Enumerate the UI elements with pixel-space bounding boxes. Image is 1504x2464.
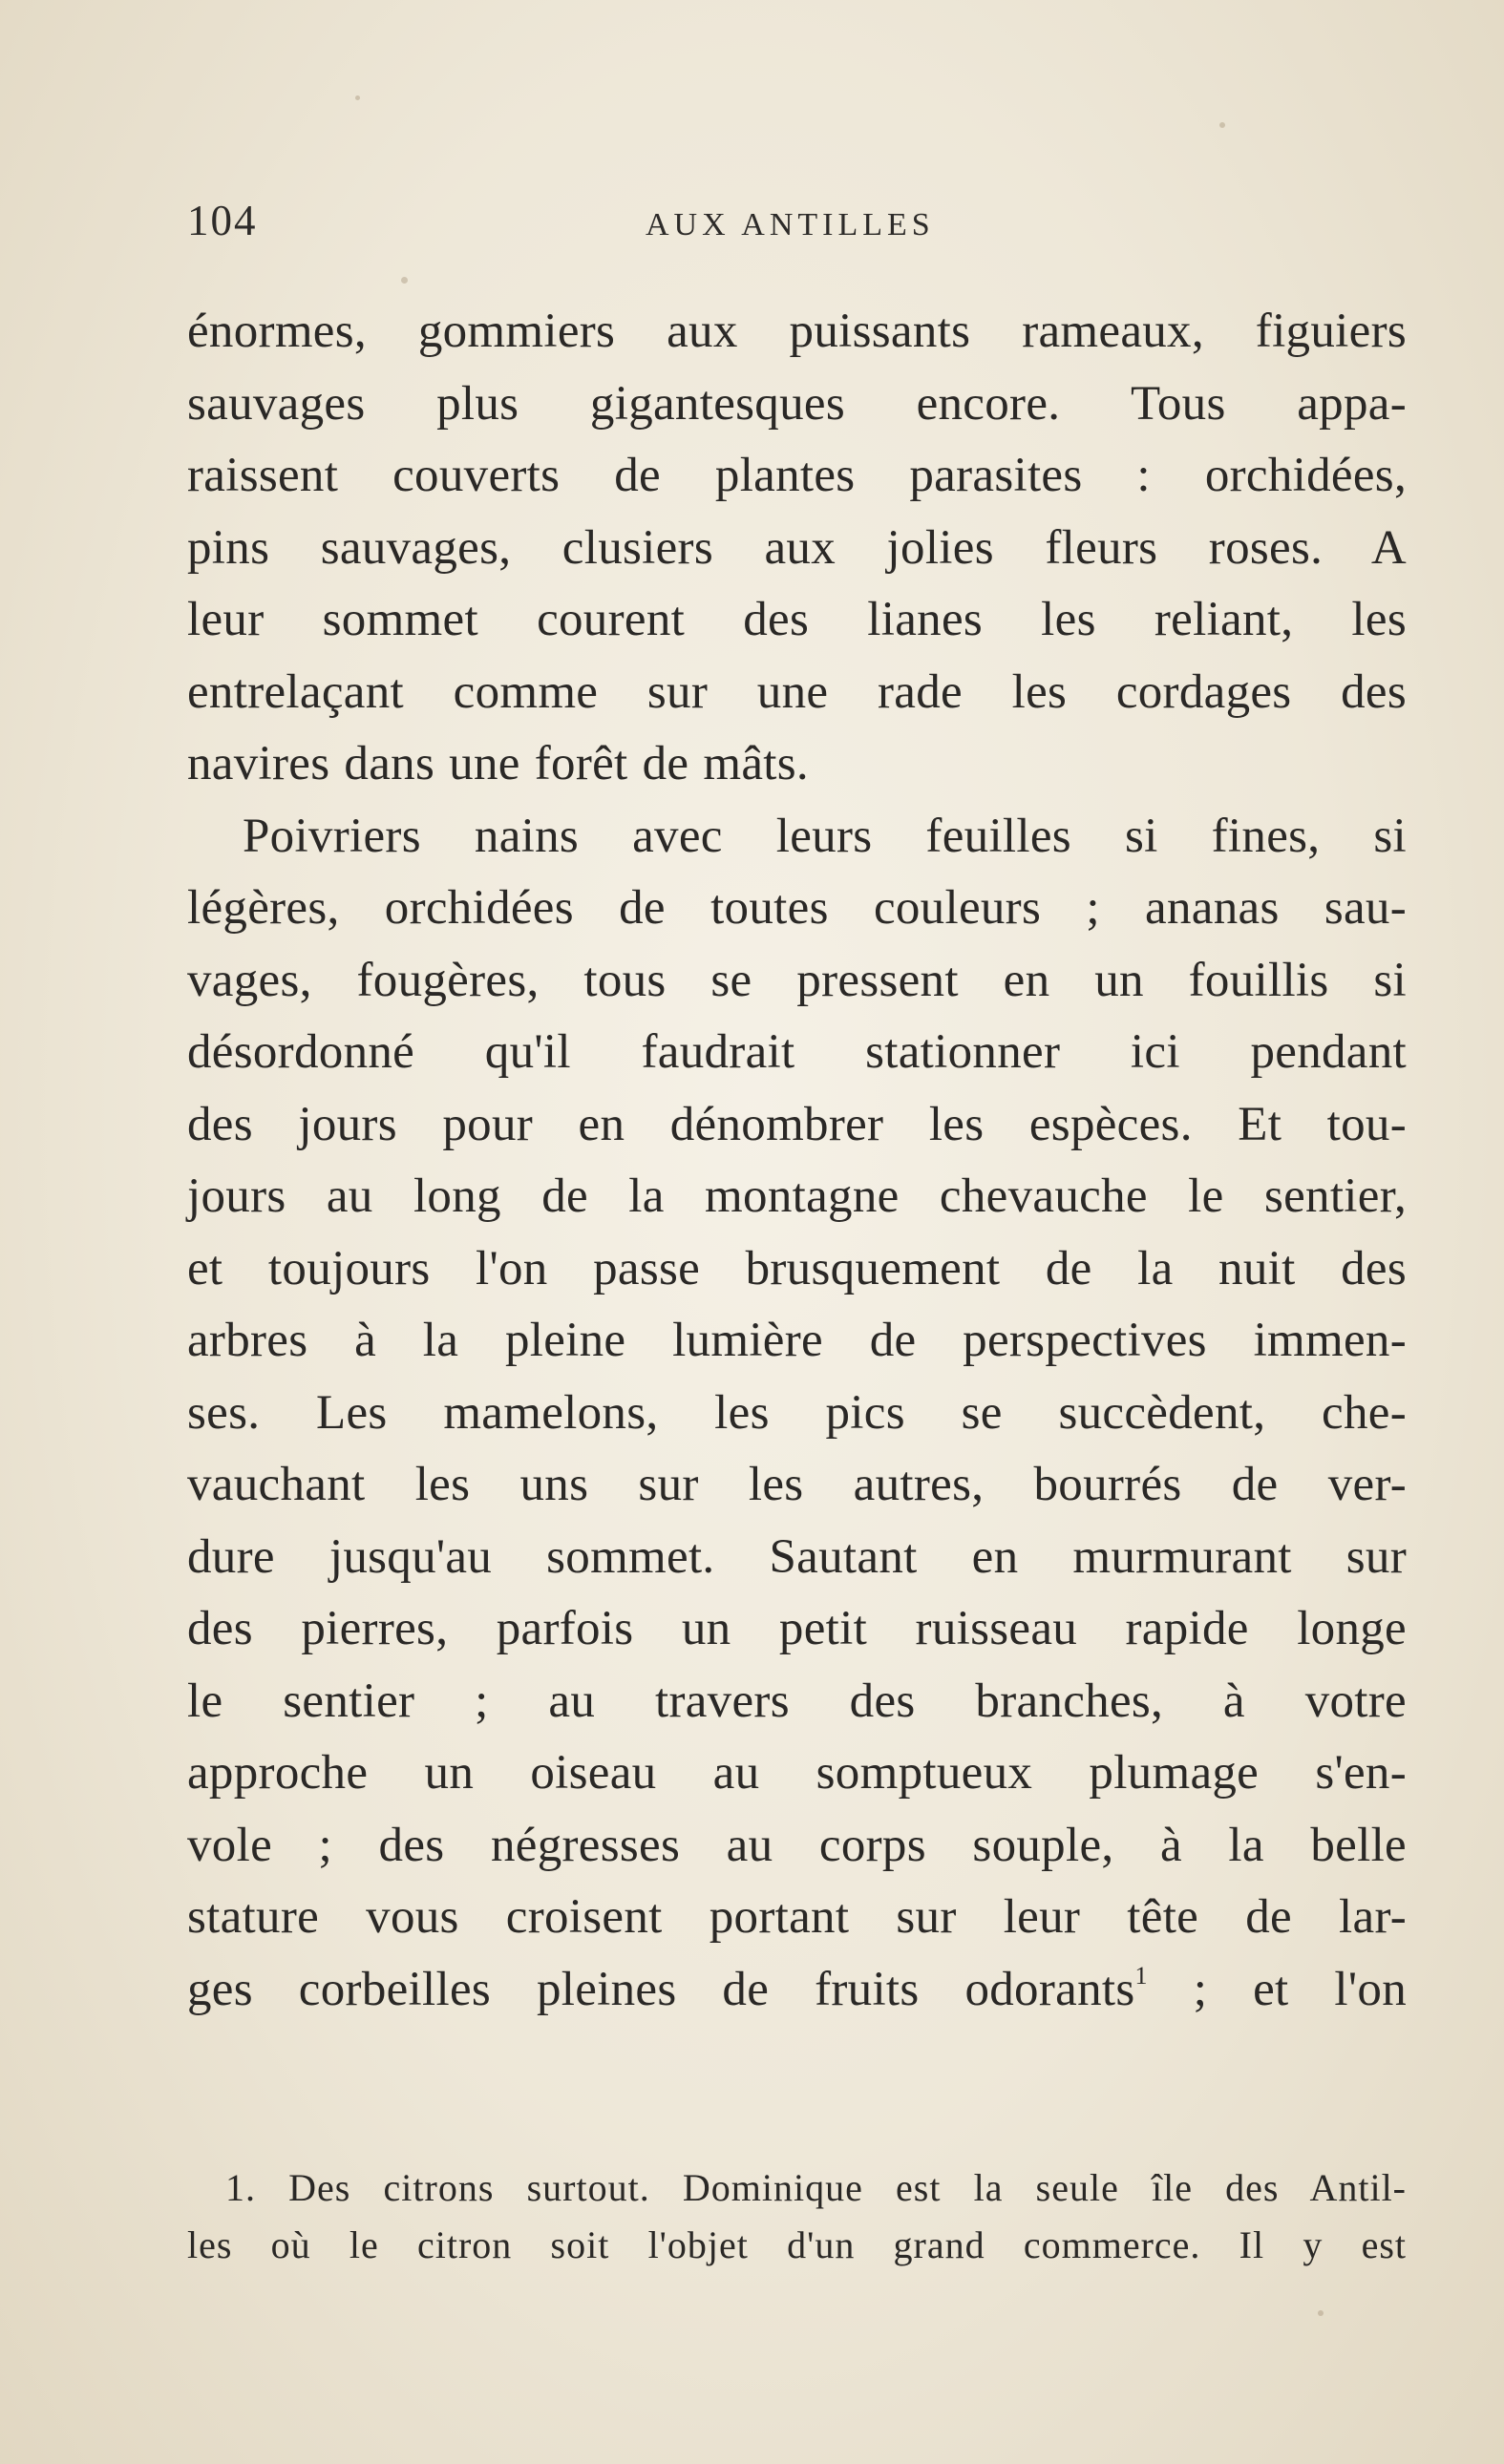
text-line: légères, orchidées de toutes couleurs ; ananas sau- bbox=[187, 881, 1407, 935]
page-header bbox=[187, 196, 1407, 263]
paper-foxing-spot bbox=[355, 95, 360, 100]
footnote bbox=[187, 2159, 1407, 2274]
text-line: désordonné qu'il faudrait stationner ici pendant bbox=[187, 1025, 1407, 1079]
text-line: le sentier ; au travers des branches, à votre bbox=[187, 1674, 1407, 1728]
text-line: dure jusqu'au sommet. Sautant en murmurant sur bbox=[187, 1529, 1407, 1584]
text-line: des pierres, parfois un petit ruisseau rapide longe bbox=[187, 1602, 1407, 1655]
text-line: entrelaçant comme sur une rade les cordages des bbox=[187, 664, 1407, 719]
text-line: pins sauvages, clusiers aux jolies fleurs roses. A bbox=[187, 520, 1407, 575]
text-line: jours au long de la montagne chevauche le sentier, bbox=[187, 1169, 1407, 1223]
text-line: ses. Les mamelons, les pics se succèdent, che- bbox=[187, 1385, 1407, 1440]
text-line: stature vous croisent portant sur leur tête de lar- bbox=[187, 1890, 1407, 1944]
text-line: vole ; des négresses au corps souple, à la belle bbox=[187, 1818, 1407, 1872]
footnote-line: les où le citron soit l'objet d'un grand commerce. Il y est bbox=[187, 2223, 1407, 2266]
text-segment: ges corbeilles pleines de fruits odorants bbox=[187, 1962, 1135, 2016]
footnote-line: 1. Des citrons surtout. Dominique est la seule île des Antil- bbox=[225, 2166, 1407, 2209]
text-line: énormes, gommiers aux puissants rameaux, figuiers bbox=[187, 305, 1407, 358]
text-line-with-footnote bbox=[187, 1954, 1407, 2027]
paragraph-start-line: Poivriers nains avec leurs feuilles si fines, si bbox=[243, 809, 1407, 863]
running-title: AUX ANTILLES bbox=[646, 207, 935, 242]
text-line: vauchant les uns sur les autres, bourrés de ver- bbox=[187, 1458, 1407, 1511]
footnote-marker[interactable]: 1 bbox=[1134, 1961, 1148, 1990]
text-line: arbres à la pleine lumière de perspectives immen- bbox=[187, 1314, 1407, 1367]
page-number: 104 bbox=[187, 197, 258, 244]
text-line: leur sommet courent des lianes les reliant, les bbox=[187, 593, 1407, 646]
paper-foxing-spot bbox=[1219, 122, 1225, 128]
text-line: vages, fougères, tous se pressent en un fouillis si bbox=[187, 953, 1407, 1007]
text-line: des jours pour en dénombrer les espèces. Et tou- bbox=[187, 1097, 1407, 1151]
paragraph-end-line: navires dans une forêt de mâts. bbox=[187, 737, 809, 790]
body-text bbox=[187, 296, 1407, 2026]
text-line: sauvages plus gigantesques encore. Tous appa- bbox=[187, 376, 1407, 431]
text-line: et toujours l'on passe brusquement de la nuit des bbox=[187, 1241, 1407, 1295]
text-segment: ; et l'on bbox=[1147, 1962, 1407, 2016]
text-line: approche un oiseau au somptueux plumage s'en- bbox=[187, 1746, 1407, 1800]
text-line: raissent couverts de plantes parasites : orchidées, bbox=[187, 449, 1407, 502]
paper-foxing-spot bbox=[1318, 2310, 1324, 2316]
paper-foxing-spot bbox=[401, 277, 408, 284]
